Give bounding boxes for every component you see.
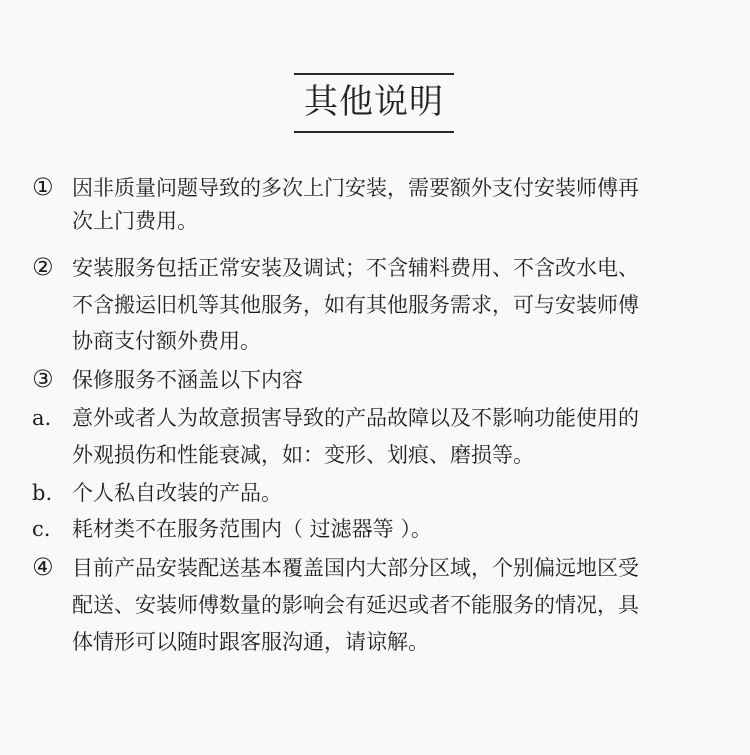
list-item-line: 配送、安装师傅数量的影响会有延迟或者不能服务的情况，具 — [72, 593, 639, 617]
list-marker: b. — [32, 481, 53, 505]
list-marker: ② — [32, 253, 54, 281]
list-marker: ③ — [32, 365, 54, 393]
list-item-line: 意外或者人为故意损害导致的产品故障以及不影响功能使用的 — [72, 406, 639, 430]
list-item-line: 耗材类不在服务范围内（ 过滤器等 ）。 — [72, 517, 432, 541]
list-item-line: 次上门费用。 — [72, 209, 198, 233]
list-item-line: 协商支付额外费用。 — [72, 329, 261, 353]
list-marker: c. — [32, 517, 51, 541]
list-item-line: 外观损伤和性能衰减，如：变形、划痕、磨损等。 — [72, 443, 534, 467]
list-item-line: 不含搬运旧机等其他服务，如有其他服务需求，可与安装师傅 — [72, 293, 639, 317]
page-title: 其他说明 — [304, 82, 444, 122]
list-item-line: 个人私自改装的产品。 — [72, 481, 282, 505]
list-marker: a. — [32, 406, 52, 430]
list-item-line: 安装服务包括正常安装及调试；不含辅料费用、不含改水电、 — [72, 256, 639, 280]
list-marker: ④ — [32, 553, 54, 581]
list-item-line: 保修服务不涵盖以下内容 — [72, 368, 303, 392]
list-marker: ① — [32, 173, 54, 201]
list-item-line: 目前产品安装配送基本覆盖国内大部分区域，个别偏远地区受 — [72, 556, 639, 580]
list-item-line: 因非质量问题导致的多次上门安装，需要额外支付安装师傅再 — [72, 176, 639, 200]
list-item-line: 体情形可以随时跟客服沟通，请谅解。 — [72, 630, 429, 654]
